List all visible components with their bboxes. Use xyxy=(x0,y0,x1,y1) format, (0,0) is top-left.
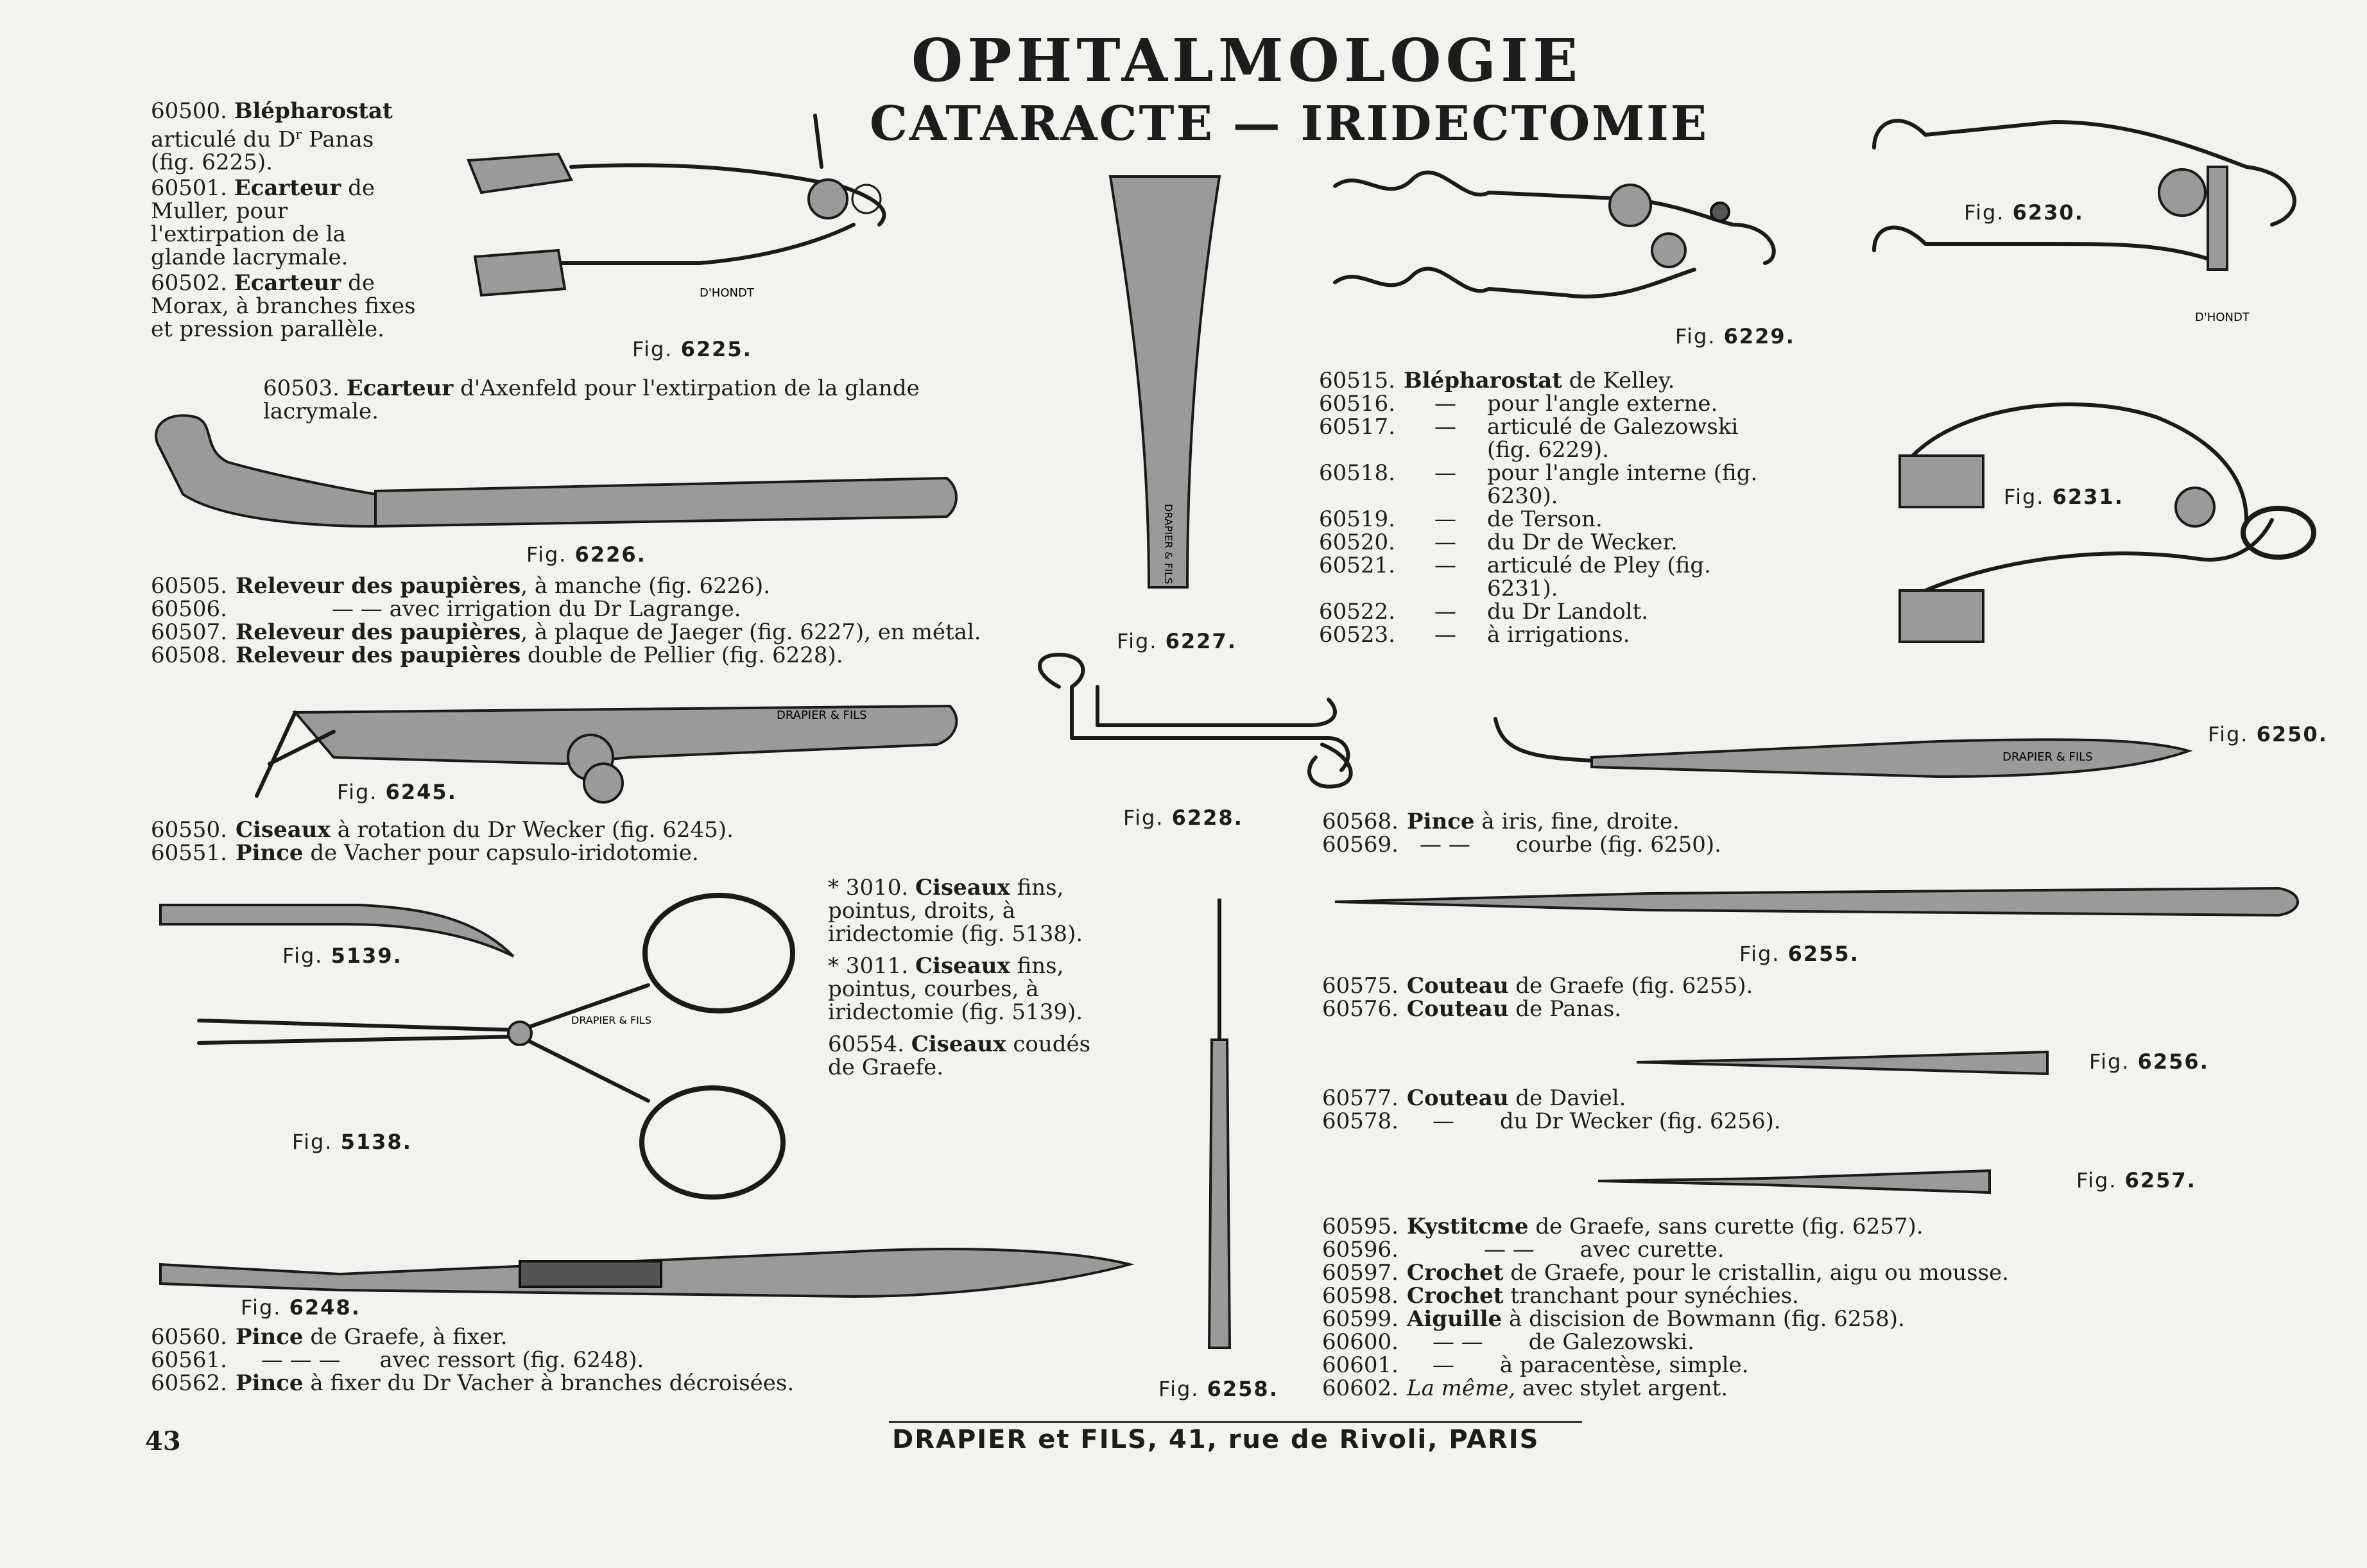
entries-ciseaux-wecker xyxy=(151,818,857,865)
fig-6258-needle-illustration xyxy=(1194,899,1245,1361)
entry-60554: 60554. Ciseaux coudés de Graefe. xyxy=(828,1031,1091,1080)
entry-60521: 60521. — articulé de Pley (fig. 6231). xyxy=(1319,553,1711,601)
fig-6231-blepharostat-illustration xyxy=(1887,379,2336,655)
fig-label-6258: Fig. 6258. xyxy=(1158,1377,1278,1401)
fig-label-6225: Fig. 6225. xyxy=(632,337,752,361)
entry-number: 60502. xyxy=(151,270,227,297)
entry-name: Blépharostat xyxy=(234,98,393,124)
entry-60502 xyxy=(151,271,420,341)
entry-60518: 60518. — pour l'angle interne (fig. 6230). xyxy=(1319,460,1758,509)
entry-60508: 60508. Releveur des paupières double de Pellier (fig. 6228). xyxy=(151,642,843,668)
entry-60551: 60551. Pince de Vacher pour capsulo-iridotomie. xyxy=(151,840,699,866)
entry-name: Ecarteur xyxy=(346,375,454,401)
entry-text: de Muller, pour l'extirpation de la glande lacrymale. xyxy=(151,175,375,271)
entry-60501 xyxy=(151,177,420,269)
entry-60600: 60600. — — de Galezowski. xyxy=(1322,1329,1694,1355)
fig-label-6255: Fig. 6255. xyxy=(1739,942,1859,966)
fig-label-6257: Fig. 6257. xyxy=(2076,1168,2196,1193)
entry-60568: 60568. Pince à iris, fine, droite. xyxy=(1322,809,1680,834)
entry-60507: 60507. Releveur des paupières, à plaque de Jaeger (fig. 6227), en métal. xyxy=(151,619,981,645)
fig-6227-spatula-illustration xyxy=(1097,170,1232,607)
entries-daviel xyxy=(1322,1087,1900,1133)
entry-60519: 60519. — de Terson. xyxy=(1319,506,1603,532)
entry-60597: 60597. Crochet de Graefe, pour le cristallin, aigu ou mousse. xyxy=(1322,1260,2009,1286)
fig-label-6229: Fig. 6229. xyxy=(1675,324,1795,349)
fig-label-6248: Fig. 6248. xyxy=(241,1295,361,1320)
entry-60599: 60599. Aiguille à discision de Bowmann (fig. 6258). xyxy=(1322,1306,1905,1332)
fig-label-6245: Fig. 6245. xyxy=(337,780,457,804)
entry-text-rest: Panas (fig. 6225). xyxy=(151,126,374,176)
entry-number: 60500. xyxy=(151,98,227,124)
entry-60601: 60601. — à paracentèse, simple. xyxy=(1322,1352,1749,1378)
footer-address: DRAPIER et FILS, 41, rue de Rivoli, PARIS xyxy=(892,1425,1540,1454)
entry-60515: 60515. Blépharostat de Kelley. xyxy=(1319,368,1675,393)
entry-60577: 60577. Couteau de Daviel. xyxy=(1322,1085,1626,1111)
entries-couteau xyxy=(1322,974,1900,1021)
fig-label-6226: Fig. 6226. xyxy=(526,542,646,567)
fig-6226-lid-retractor-illustration xyxy=(144,404,966,533)
maker-mark: DRAPIER & FILS xyxy=(571,1014,651,1026)
entry-text: de Morax, à branches fixes et pression parallèle. xyxy=(151,270,416,343)
entry-60505: 60505. Releveur des paupières, à manche (fig. 6226). xyxy=(151,573,771,599)
fig-label-6231: Fig. 6231. xyxy=(2004,485,2124,509)
entry-60517: 60517. — articulé de Galezowski (fig. 6229). xyxy=(1319,414,1739,463)
entry-60595: 60595. Kystitcme de Graefe, sans curette (fig. 6257). xyxy=(1322,1214,1924,1239)
entry-60561: 60561. — — — avec ressort (fig. 6248). xyxy=(151,1347,644,1373)
entry-60550: 60550. Ciseaux à rotation du Dr Wecker (fig. 6245). xyxy=(151,817,734,843)
entry-name: Ecarteur xyxy=(234,175,341,202)
entry-60516: 60516. — pour l'angle externe. xyxy=(1319,391,1718,417)
entries-ciseaux-mid xyxy=(828,876,1123,1079)
fig-label-5138: Fig. 5138. xyxy=(292,1130,412,1154)
entry-60576: 60576. Couteau de Panas. xyxy=(1322,996,1622,1022)
entry-60506: 60506. — — avec irrigation du Dr Lagrange. xyxy=(151,596,741,622)
entries-blepharostat-right xyxy=(1319,369,1858,646)
fig-label-6230: Fig. 6230. xyxy=(1964,200,2084,225)
entry-number: 60503. xyxy=(263,375,340,401)
entry-60560: 60560. Pince de Graefe, à fixer. xyxy=(151,1324,508,1350)
entries-kystitome xyxy=(1322,1215,2060,1400)
entries-pince-iris xyxy=(1322,810,1900,856)
footer-divider xyxy=(889,1421,1582,1423)
page-number: 43 xyxy=(145,1426,181,1456)
fig-6225-speculum-illustration xyxy=(443,103,1020,334)
fig-label-6227: Fig. 6227. xyxy=(1117,629,1237,653)
entry-60602: 60602. La même, avec stylet argent. xyxy=(1322,1375,1728,1401)
entries-top-left xyxy=(151,99,420,341)
fig-label-5139: Fig. 5139. xyxy=(282,943,402,968)
entry-60575: 60575. Couteau de Graefe (fig. 6255). xyxy=(1322,973,1753,999)
fig-6250-iris-forceps-illustration xyxy=(1489,706,2195,789)
maker-mark: D'HONDT xyxy=(2195,311,2250,324)
entry-3011: * 3011. Ciseaux fins, pointus, courbes, à iridectomie (fig. 5139). xyxy=(828,953,1083,1025)
maker-mark: DRAPIER & FILS xyxy=(1162,504,1175,584)
entry-sup: r xyxy=(295,126,302,142)
fig-6228-double-retractor-illustration xyxy=(1020,648,1380,796)
entry-60500 xyxy=(151,99,420,174)
fig-label-6250: Fig. 6250. xyxy=(2208,722,2328,746)
page-title: OPHTALMOLOGIE xyxy=(911,26,1583,95)
entry-text: d'Axenfeld pour l'extirpation de la glande lacrymale. xyxy=(263,375,920,424)
entries-pince-graefe xyxy=(151,1325,857,1395)
entry-name: Ecarteur xyxy=(234,270,341,297)
fig-6230-blepharostat-illustration xyxy=(1861,96,2336,340)
entry-number: 60501. xyxy=(151,175,227,202)
fig-6256-daviel-knife-illustration xyxy=(1630,1043,2060,1081)
fig-label-6228: Fig. 6228. xyxy=(1123,806,1243,830)
entry-text: articulé du D xyxy=(151,126,296,153)
entry-60522: 60522. — du Dr Landolt. xyxy=(1319,599,1649,625)
maker-mark: DRAPIER & FILS xyxy=(2002,750,2093,764)
entry-60520: 60520. — du Dr de Wecker. xyxy=(1319,530,1678,555)
entry-60598: 60598. Crochet tranchant pour synéchies. xyxy=(1322,1283,1799,1309)
entry-60596: 60596. — — avec curette. xyxy=(1322,1237,1725,1262)
fig-6257-kystitome-illustration xyxy=(1592,1162,2002,1200)
entries-releveur xyxy=(151,574,1049,667)
entry-60569: 60569. — — courbe (fig. 6250). xyxy=(1322,832,1721,857)
fig-label-6256: Fig. 6256. xyxy=(2089,1049,2209,1074)
maker-mark: DRAPIER & FILS xyxy=(777,709,867,722)
page-subtitle: CATARACTE — IRIDECTOMIE xyxy=(870,96,1709,151)
fig-6255-knife-illustration xyxy=(1329,879,2311,924)
entry-3010: * 3010. Ciseaux fins, pointus, droits, à iridectomie (fig. 5138). xyxy=(828,875,1083,947)
entry-60578: 60578. — du Dr Wecker (fig. 6256). xyxy=(1322,1108,1781,1134)
entry-60562: 60562. Pince à fixer du Dr Vacher à branches décroisées. xyxy=(151,1370,795,1396)
entry-60523: 60523. — à irrigations. xyxy=(1319,622,1630,648)
maker-mark: D'HONDT xyxy=(700,286,754,300)
fig-5138-straight-scissors-illustration xyxy=(173,889,828,1216)
